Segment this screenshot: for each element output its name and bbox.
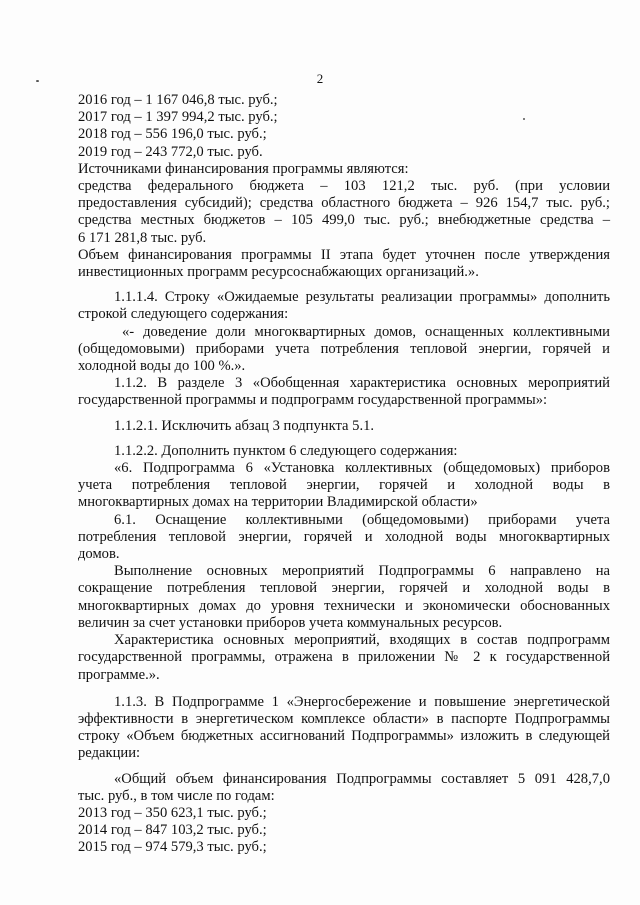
sources-intro: Источниками финансирования программы являются: [78, 160, 409, 177]
subprogram-6-heading [78, 460, 610, 512]
quote-line: холодной воды до 100 %.». [78, 358, 246, 375]
financing-sources-paragraph [78, 161, 610, 247]
sources-line: средства местных бюджетов – 105 499,0 тыс. руб.; внебюджетные средства – [78, 212, 610, 229]
scan-speck [523, 118, 525, 120]
clause-1-1-2-1: 1.1.2.1. Исключить абзац 3 подпункта 5.1. [114, 417, 375, 434]
characteristics-line: программе.». [78, 666, 160, 683]
page-number: 2 [316, 71, 324, 86]
clause-1-1-2-2: 1.1.2.2. Дополнить пунктом 6 следующего содержания: [114, 442, 458, 459]
characteristics-line: государственной программы, отражена в приложении № 2 к государственной [78, 649, 610, 666]
total-financing-paragraph [78, 771, 610, 805]
sources-line: 6 171 281,8 тыс. руб. [78, 229, 207, 246]
subprogram-line: потребления тепловой энергии, горячей и холодной воды многоквартирных [78, 528, 610, 545]
clause-1-1-3 [78, 694, 610, 763]
stage2-line: инвестиционных программ ресурсоснабжающих организаций.». [78, 264, 479, 281]
total-line: «Общий объем финансирования Подпрограммы составляет 5 091 428,7,0 [114, 770, 610, 787]
clause-line: строку «Объем бюджетных ассигнований Подпрограммы» изложить в следующей [78, 728, 610, 745]
quote-share-paragraph [78, 324, 610, 376]
subprogram-line: домов. [78, 546, 120, 563]
clause-line: редакции: [78, 745, 141, 762]
subprogram-line: многоквартирных домах на территории Владимирской области» [78, 494, 478, 511]
execution-line: сокращение потребления тепловой энергии, горячей и холодной воды в [78, 580, 610, 597]
clause-line: 1.1.2. В разделе 3 «Обобщенная характеристика основных мероприятий [114, 375, 610, 392]
years-list-2 [78, 805, 610, 857]
sources-line: предоставления субсидий); средства областного бюджета – 926 154,7 тыс. руб.; [78, 195, 610, 212]
stage2-paragraph [78, 247, 610, 281]
scan-speck [36, 80, 39, 82]
year-line: 2016 год – 1 167 046,8 тыс. руб.; [78, 92, 278, 108]
subprogram-line: 6.1. Оснащение коллективными (общедомовыми) приборами учета [114, 511, 610, 528]
characteristics-paragraph [78, 632, 610, 684]
execution-paragraph [78, 563, 610, 632]
clause-line: государственной программы и подпрограмм государственной программы»: [78, 392, 548, 409]
execution-line: многоквартирных домах до уровня технически и экономически обоснованных [78, 597, 610, 614]
subprogram-line: «6. Подпрограмма 6 «Установка коллективных (общедомовых) приборов [114, 460, 610, 477]
execution-line: величин за счет установки приборов учета коммунальных ресурсов. [78, 614, 503, 631]
clause-1-1-2 [78, 375, 610, 409]
subprogram-line: учета потребления тепловой энергии, горячей и холодной воды в [78, 477, 610, 494]
years-list-1 [78, 92, 610, 161]
subprogram-6-1 [78, 512, 610, 564]
document-body [78, 92, 610, 857]
year-line: 2019 год – 243 772,0 тыс. руб. [78, 143, 263, 160]
clause-line: эффективности в энергетическом комплексе области» в паспорте Подпрограммы [78, 710, 610, 727]
sources-line: средства федерального бюджета – 103 121,2 тыс. руб. (при условии [78, 178, 610, 195]
year-line: 2015 год – 974 579,3 тыс. руб.; [78, 839, 267, 856]
quote-line: «- доведение доли многоквартирных домов, оснащенных коллективными [122, 323, 610, 340]
execution-line: Выполнение основных мероприятий Подпрограммы 6 направлено на [114, 563, 610, 580]
clause-line: 1.1.3. В Подпрограмме 1 «Энергосбережение и повышение энергетической [114, 693, 610, 710]
year-line: 2013 год – 350 623,1 тыс. руб.; [78, 804, 267, 821]
characteristics-line: Характеристика основных мероприятий, входящих в состав подпрограмм [114, 632, 610, 649]
year-line: 2017 год – 1 397 994,2 тыс. руб.; [78, 109, 278, 126]
quote-line: (общедомовыми) приборами учета потребления тепловой энергии, горячей и [78, 340, 610, 357]
year-line: 2018 год – 556 196,0 тыс. руб.; [78, 126, 267, 143]
year-line: 2014 год – 847 103,2 тыс. руб.; [78, 822, 267, 839]
clause-line: строкой следующего содержания: [78, 306, 289, 323]
clause-1-1-1-4 [78, 289, 610, 323]
clause-line: 1.1.1.4. Строку «Ожидаемые результаты реализации программы» дополнить [114, 289, 610, 306]
stage2-line: Объем финансирования программы II этапа будет уточнен после утверждения [78, 246, 610, 263]
total-line: тыс. руб., в том числе по годам: [78, 787, 275, 804]
